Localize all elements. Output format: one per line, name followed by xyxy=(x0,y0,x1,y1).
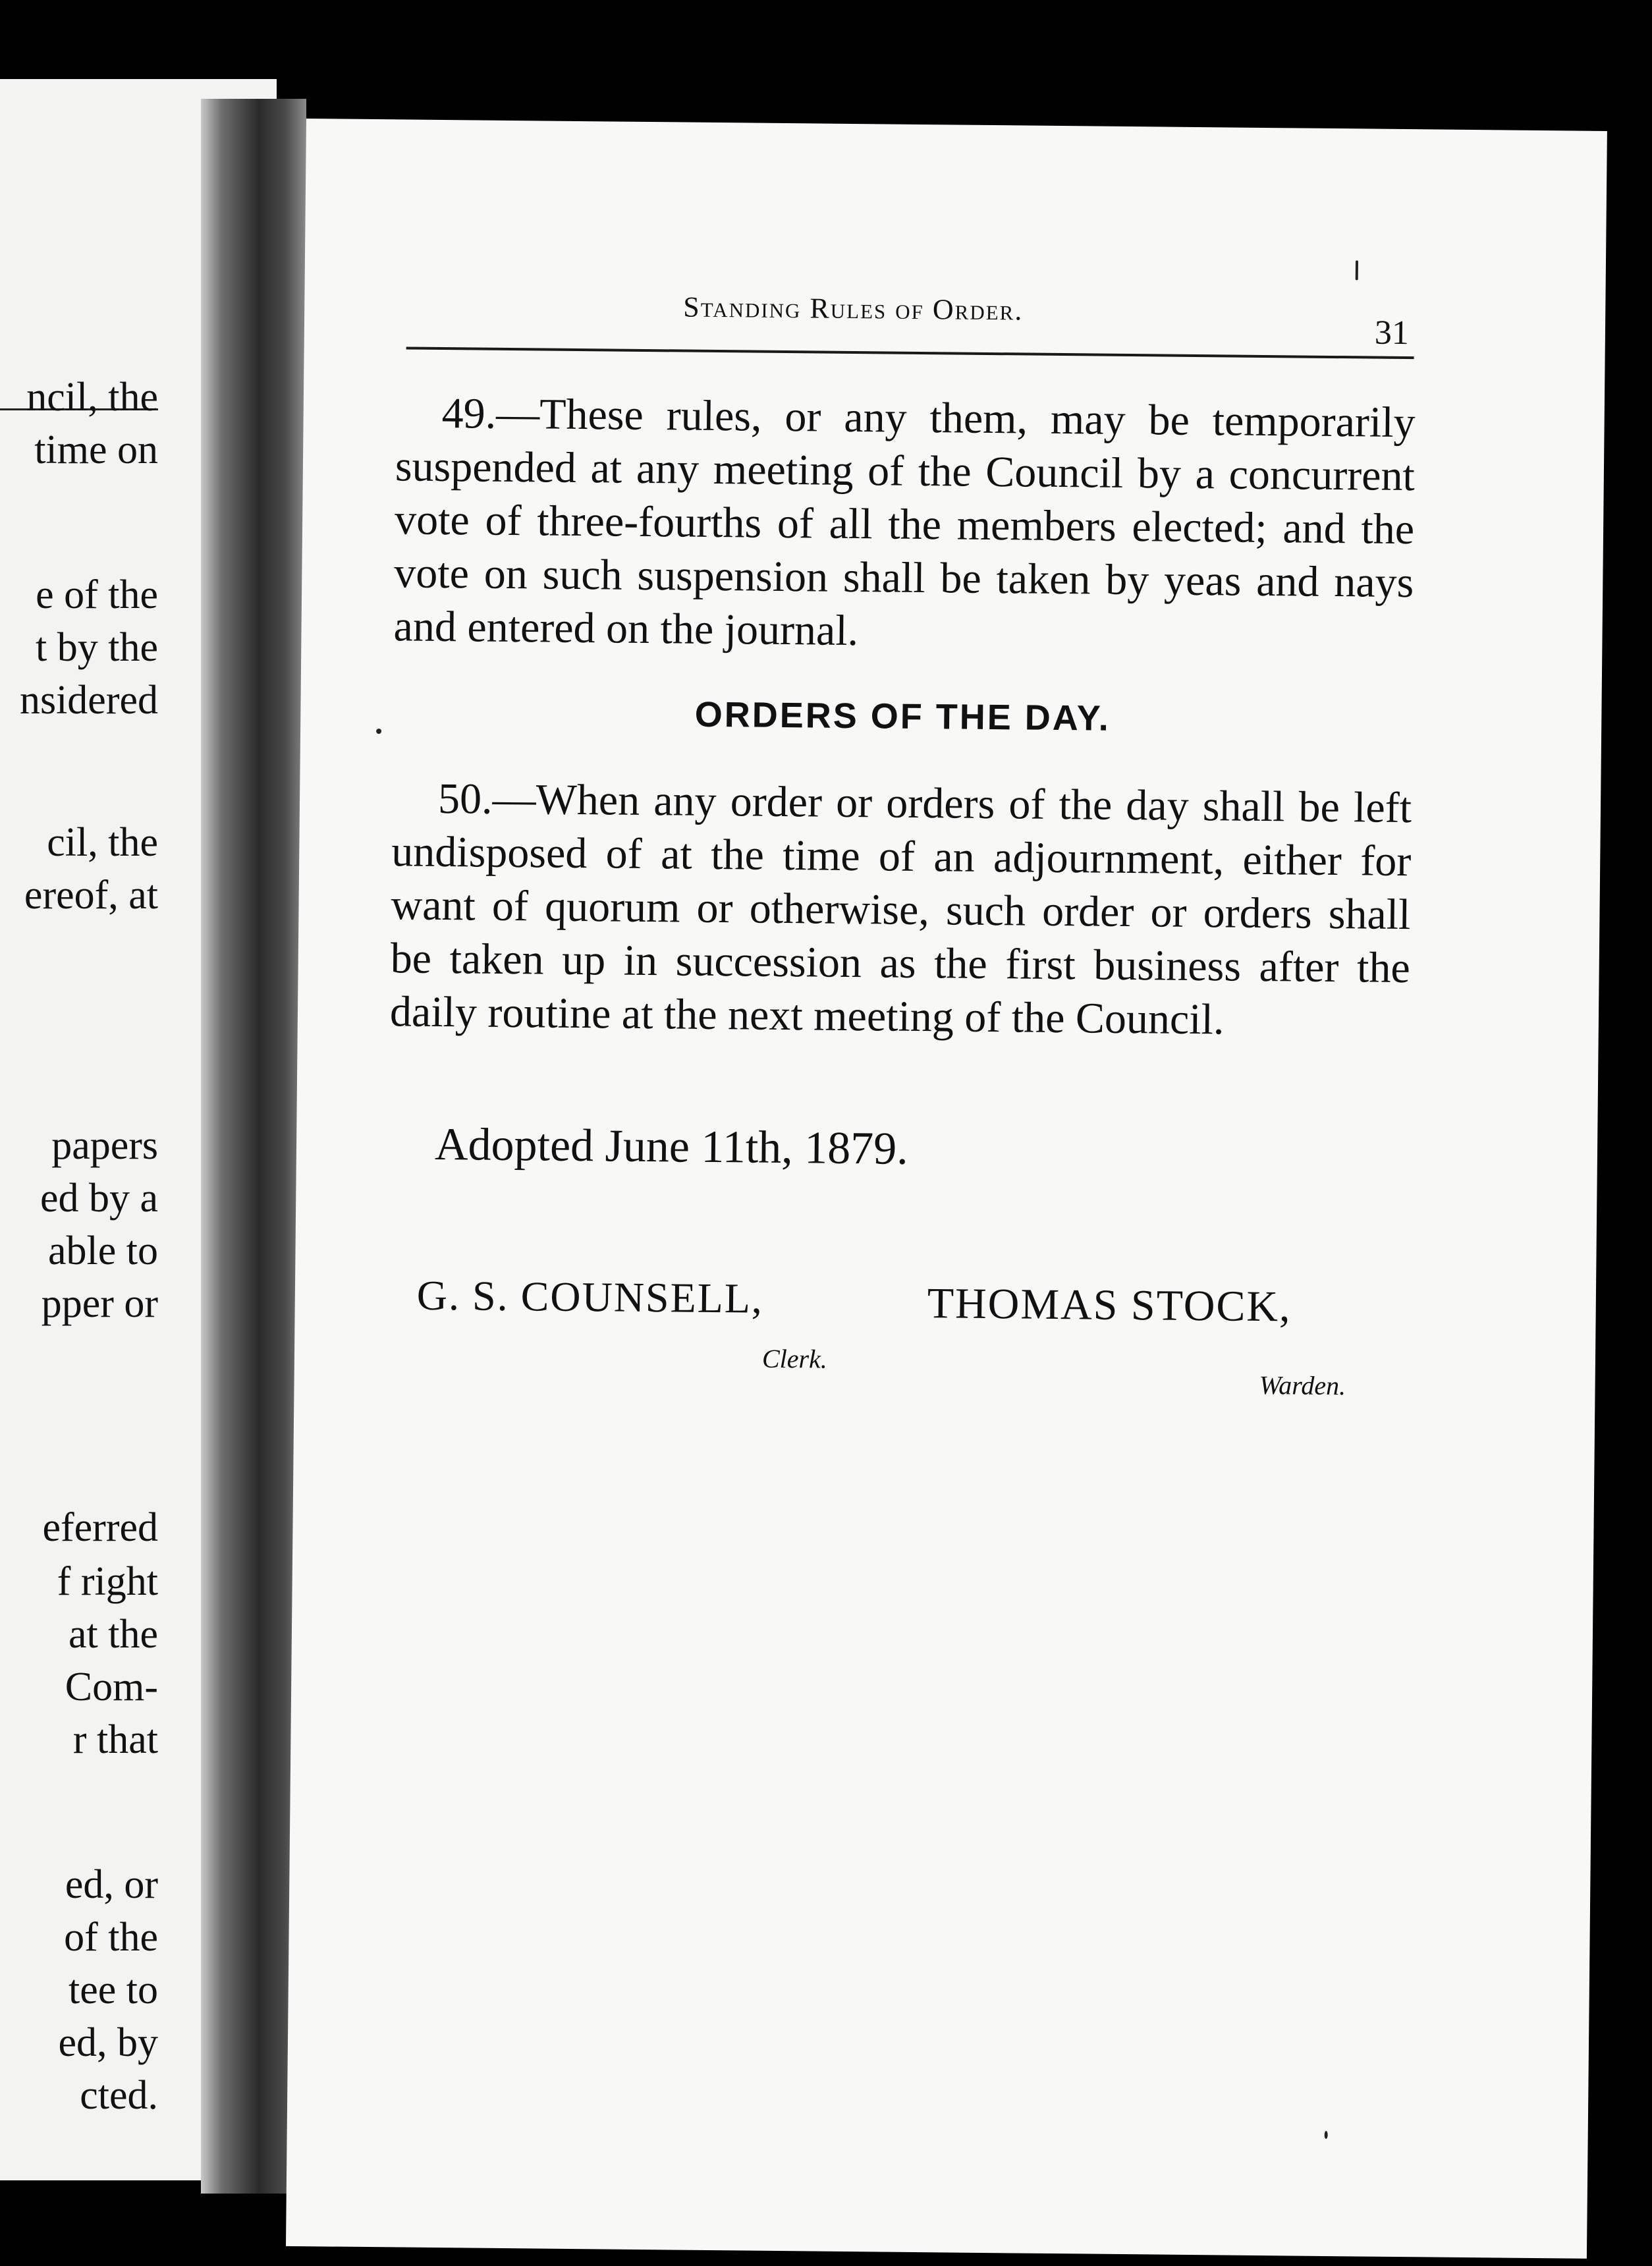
clerk-signature-title: Clerk. xyxy=(761,1343,828,1374)
ink-speck xyxy=(376,729,381,734)
facing-page-line: ed by a xyxy=(40,1176,158,1221)
facing-page-line: ed, by xyxy=(58,2020,158,2065)
rule-50-paragraph: 50.—When any order or orders of the day shall be left undisposed of at the time of an adjournment, either for want of quorum or otherwise, such order or orders shall be taken up in succession as the first business after the daily routine at the next meeting of the Council. xyxy=(389,774,1412,1044)
facing-page-line: pper or xyxy=(41,1281,158,1326)
facing-page-line: tee to xyxy=(69,1968,158,2012)
running-head: Standing Rules of Order. xyxy=(683,290,1024,327)
adoption-date: Adopted June 11th, 1879. xyxy=(434,1119,909,1174)
facing-page-line: able to xyxy=(48,1229,158,1273)
ink-speck xyxy=(1325,2131,1328,2139)
facing-page-line: at the xyxy=(69,1612,158,1657)
facing-page-line: f right xyxy=(57,1559,158,1604)
page-number: 31 xyxy=(1374,314,1410,352)
header-rule xyxy=(406,346,1414,359)
facing-page-line: ncil, the xyxy=(26,375,158,420)
warden-signature-name: THOMAS STOCK, xyxy=(927,1279,1292,1331)
warden-signature-title: Warden. xyxy=(1259,1369,1346,1401)
facing-page-line: Com- xyxy=(65,1665,158,1709)
facing-page-line: eferred xyxy=(42,1505,158,1550)
clerk-signature-name: G. S. COUNSELL, xyxy=(416,1271,764,1322)
facing-page-line: papers xyxy=(51,1123,158,1168)
rule-49-paragraph: 49.—These rules, or any them, may be temporarily suspended at any meeting of the Council by a concurrent vote of three-fourths of all the members elected; and the vote on such suspension shall be taken by yeas and nays and entered on the journal. xyxy=(393,389,1416,655)
facing-page-line: time on xyxy=(34,428,158,472)
facing-page-line: r that xyxy=(72,1717,158,1762)
facing-page-line: of the xyxy=(64,1915,158,1960)
facing-page-line: cil, the xyxy=(47,820,158,865)
facing-page-line: e of the xyxy=(36,572,158,617)
facing-page-line: t by the xyxy=(36,625,158,670)
facing-page-line: nsidered xyxy=(19,678,158,723)
ink-speck xyxy=(1356,260,1358,280)
section-heading: ORDERS OF THE DAY. xyxy=(694,694,1111,738)
facing-page-line: cted. xyxy=(80,2073,158,2118)
facing-page-line: ereof, at xyxy=(24,873,158,918)
facing-page-line: ed, or xyxy=(65,1862,158,1907)
main-page xyxy=(286,119,1607,2259)
